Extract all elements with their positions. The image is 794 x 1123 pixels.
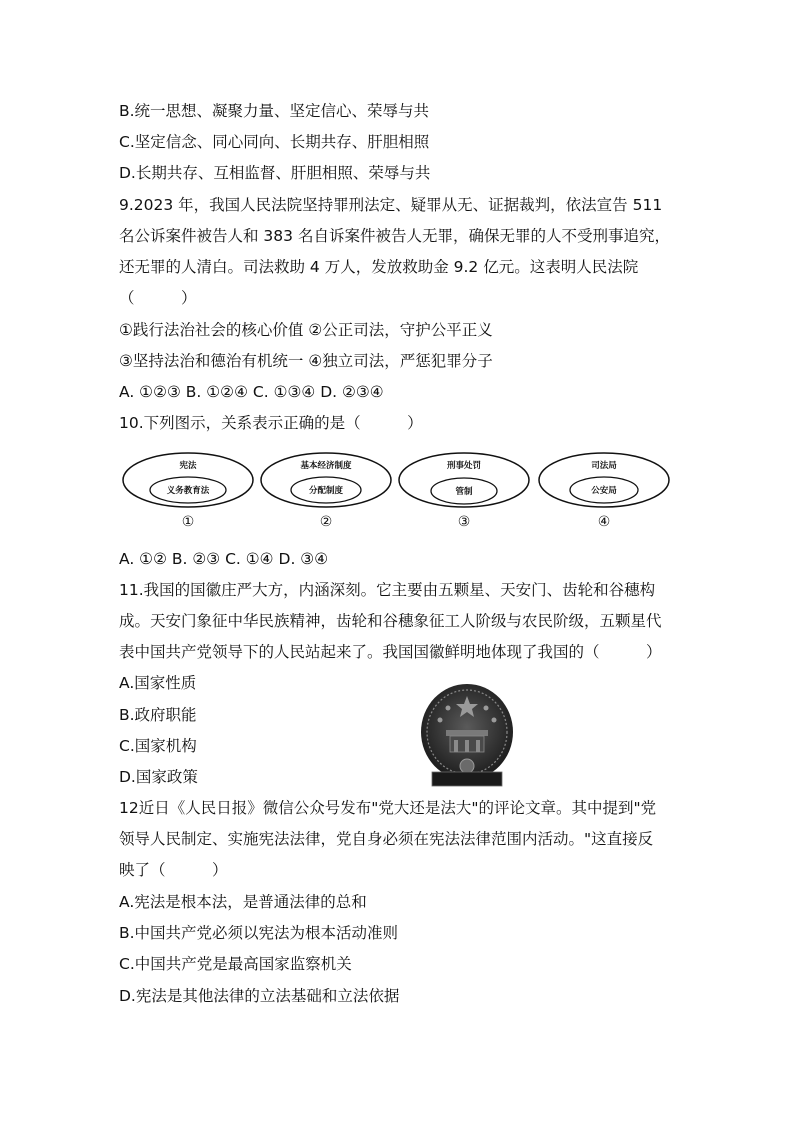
q9-stem-line-1: 9.2023 年，我国人民法院坚持罪刑法定、疑罪从无、证据裁判，依法宣告 511	[119, 196, 663, 214]
diagram-4-number: ④	[597, 514, 611, 530]
q9-items-line-1: ①践行法治社会的核心价值 ②公正司法，守护公平正义	[119, 321, 493, 339]
q12-option-c: C.中国共产党是最高国家监察机关	[119, 955, 352, 973]
q12-option-b: B.中国共产党必须以宪法为根本活动准则	[119, 924, 399, 942]
q12-option-a: A.宪法是根本法，是普通法律的总和	[119, 893, 367, 911]
q11-stem-line-1: 11.我国的国徽庄严大方，内涵深刻。它主要由五颗星、天安门、齿轮和谷穗构	[119, 581, 656, 599]
q11-option-c: C.国家机构	[119, 737, 197, 755]
diagram-1-number: ①	[181, 514, 195, 530]
q8-option-b: B.统一思想、凝聚力量、坚定信心、荣辱与共	[119, 102, 430, 120]
q9-answer-blank: （ ）	[119, 289, 197, 307]
q10-options: A. ①② B. ②③ C. ①④ D. ③④	[119, 550, 329, 568]
diagram-3	[399, 453, 529, 530]
diagram-2-inner-label: 分配制度	[308, 486, 344, 496]
q9-options: A. ①②③ B. ①②④ C. ①③④ D. ②③④	[119, 383, 384, 401]
q10-stem: 10.下列图示，关系表示正确的是（ ）	[119, 414, 423, 432]
diagram-3-outer-label: 刑事处罚	[446, 461, 482, 471]
diagram-3-number: ③	[457, 514, 471, 530]
q11-stem-line-3: 表中国共产党领导下的人民站起来了。我国国徽鲜明地体现了我国的（ ）	[119, 643, 662, 661]
q9-stem-line-2: 名公诉案件被告人和 383 名自诉案件被告人无罪，确保无罪的人不受刑事追究，	[119, 227, 670, 245]
q12-stem-line-1: 12近日《人民日报》微信公众号发布"党大还是法大"的评论文章。其中提到"党	[119, 799, 657, 817]
q9-items-line-2: ③坚持法治和德治有机统一 ④独立司法，严惩犯罪分子	[119, 352, 493, 370]
diagram-3-inner-label: 管制	[455, 487, 473, 497]
diagram-2-number: ②	[319, 514, 333, 530]
diagram-4	[539, 453, 669, 530]
diagram-4-inner-label: 公安局	[591, 486, 617, 496]
q8-option-d: D.长期共存、互相监督、肝胆相照、荣辱与共	[119, 164, 431, 182]
diagram-4-outer-label: 司法局	[591, 461, 617, 471]
q11-stem-line-2: 成。天安门象征中华民族精神，齿轮和谷穗象征工人阶级与农民阶级，五颗星代	[119, 612, 662, 630]
diagram-1-outer-label: 宪法	[179, 461, 197, 471]
q9-stem-line-3: 还无罪的人清白。司法救助 4 万人，发放救助金 9.2 亿元。这表明人民法院	[119, 258, 639, 276]
q12-stem-line-3: 映了（ ）	[119, 861, 228, 879]
q11-option-b: B.政府职能	[119, 706, 197, 724]
q10-diagram	[118, 450, 678, 538]
national-emblem-image	[418, 680, 516, 790]
diagram-2-outer-label: 基本经济制度	[300, 461, 352, 471]
diagram-1-inner-label: 义务教育法	[166, 486, 210, 496]
q11-option-d: D.国家政策	[119, 768, 198, 786]
diagram-2	[261, 453, 391, 530]
q12-option-d: D.宪法是其他法律的立法基础和立法依据	[119, 987, 400, 1005]
q11-option-a: A.国家性质	[119, 674, 197, 692]
q8-option-c: C.坚定信念、同心同向、长期共存、肝胆相照	[119, 133, 430, 151]
q12-stem-line-2: 领导人民制定、实施宪法法律，党自身必须在宪法法律范围内活动。"这直接反	[119, 830, 654, 848]
diagram-1	[123, 453, 253, 530]
